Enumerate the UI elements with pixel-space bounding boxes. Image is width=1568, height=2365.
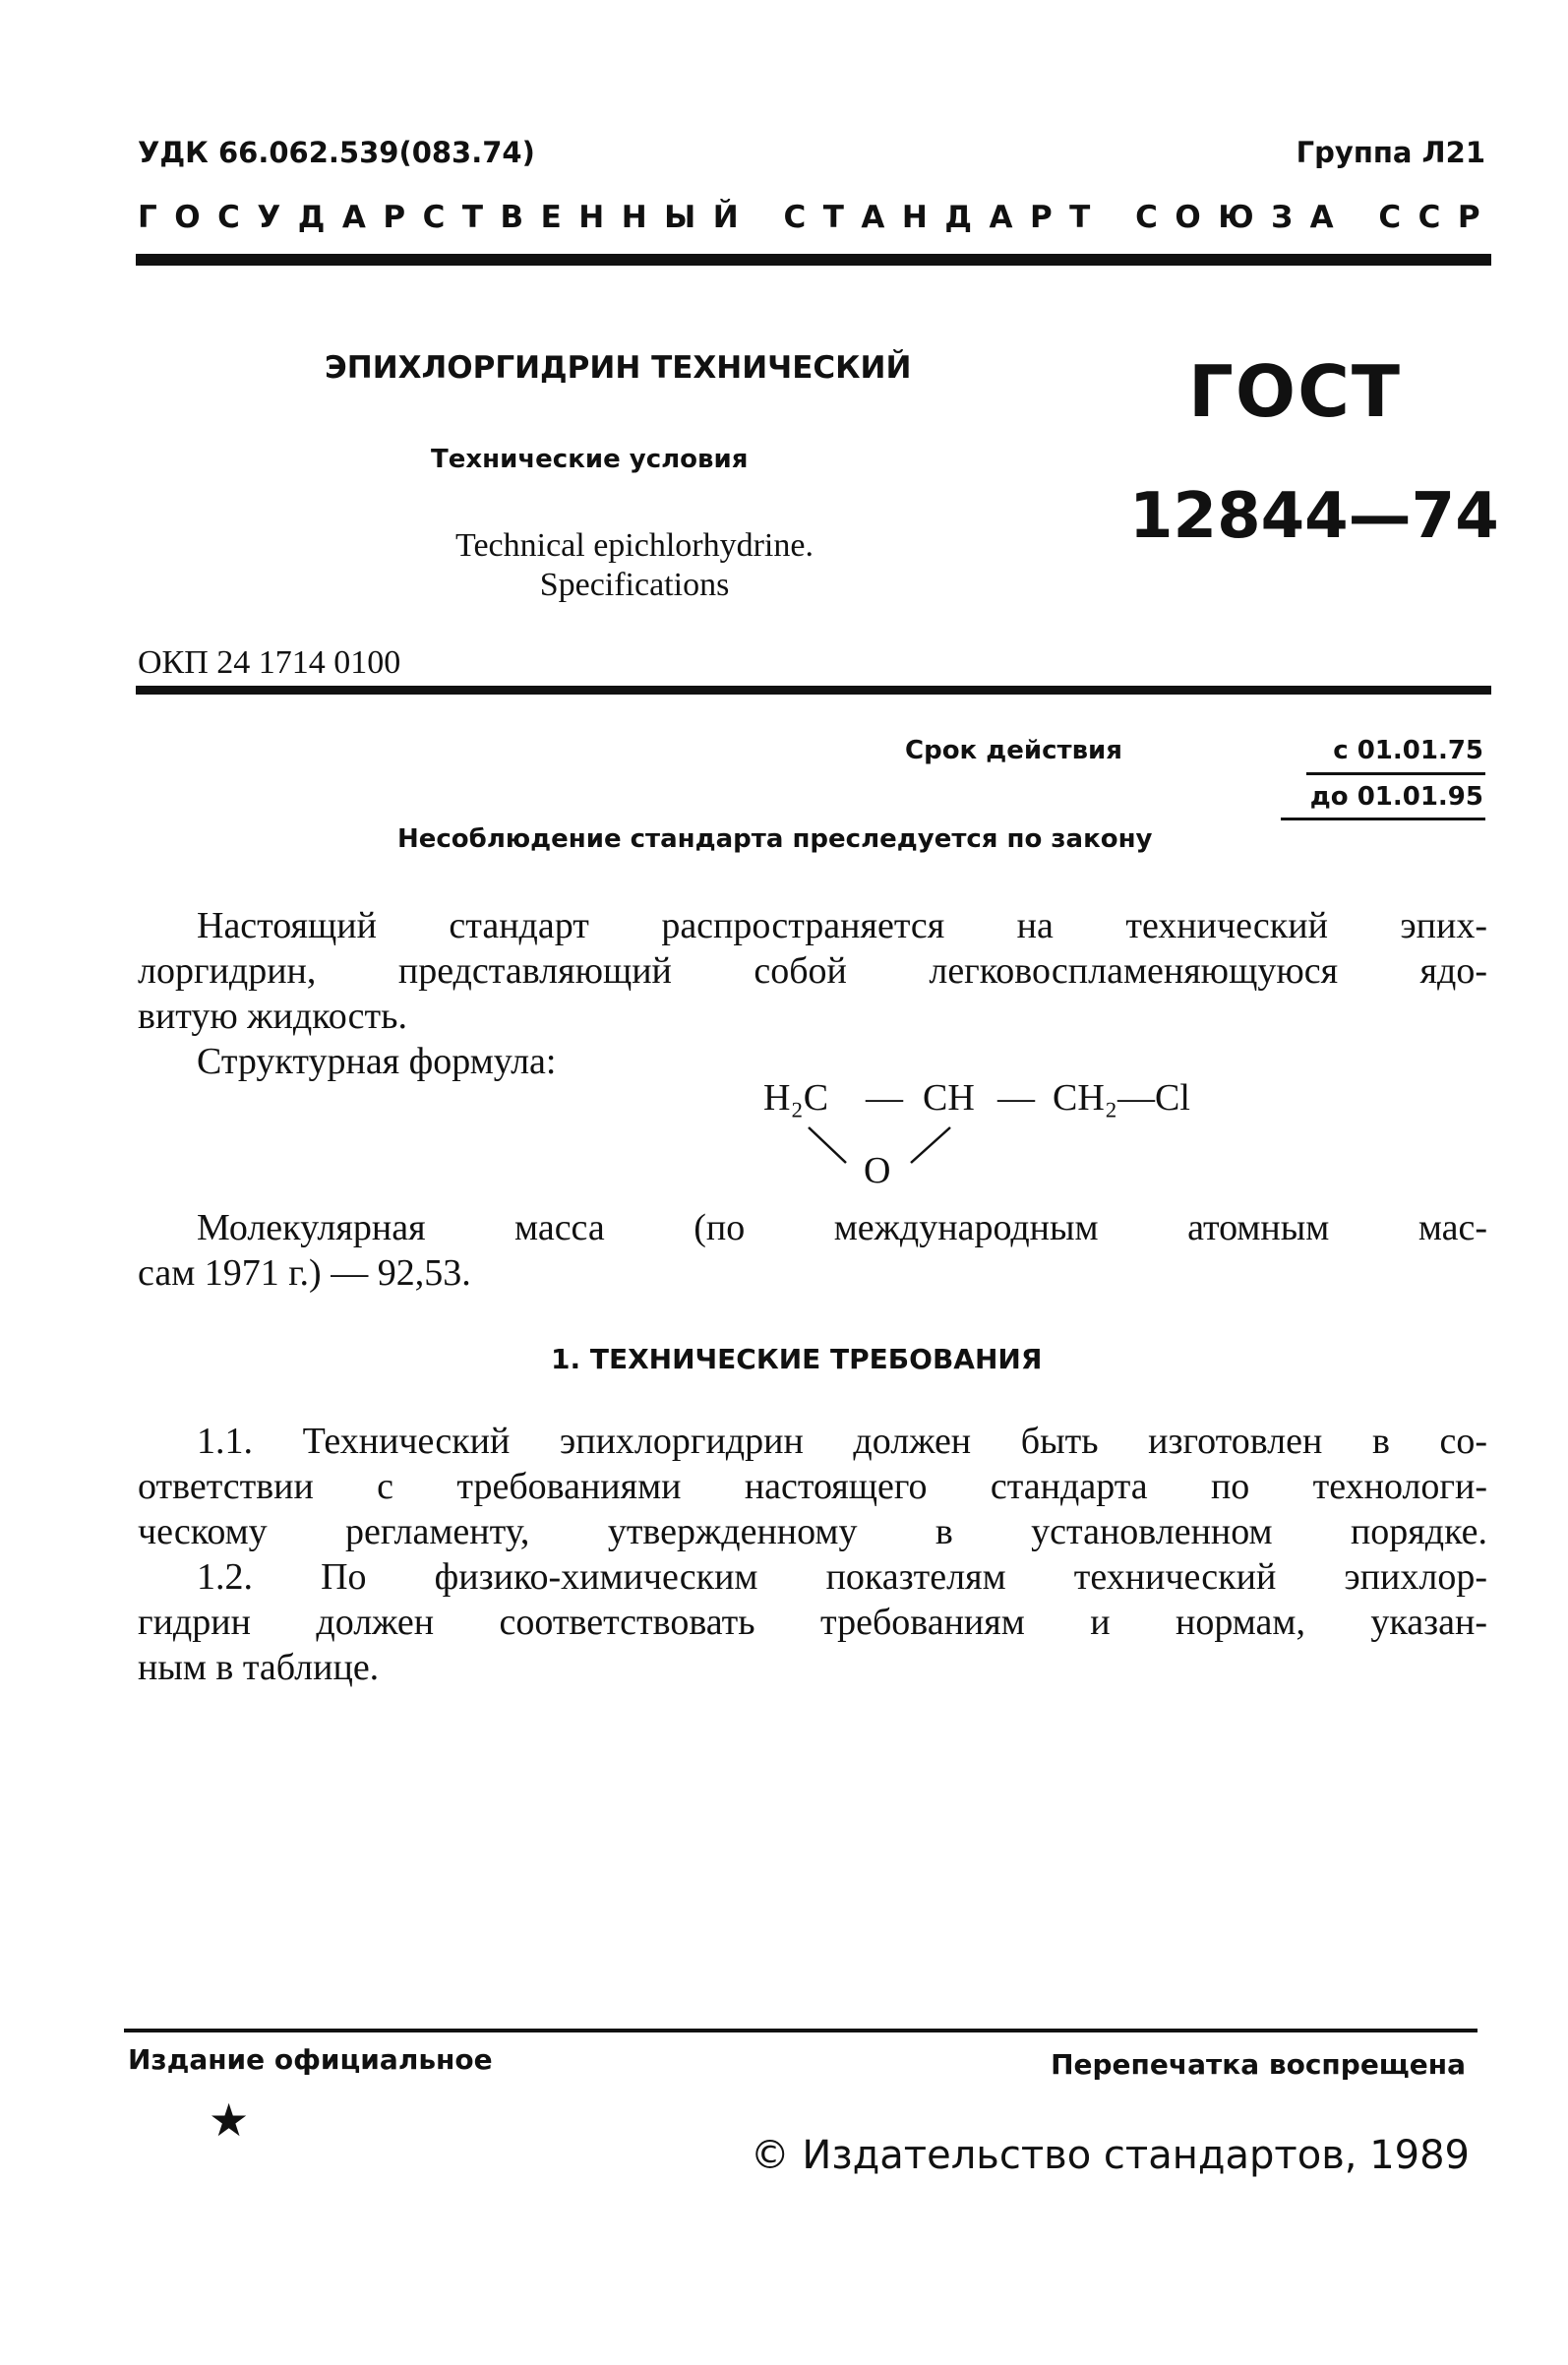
section-heading: 1. ТЕХНИЧЕСКИЕ ТРЕБОВАНИЯ [551, 1343, 1043, 1375]
udk-code: УДК 66.062.539(083.74) [138, 136, 535, 169]
validity-underline [1281, 818, 1485, 820]
formula-dash-2: — [997, 1077, 1035, 1119]
validity-divider [1306, 772, 1485, 775]
formula-dash-1: — [866, 1077, 903, 1119]
formula-h2c: H₂C [763, 1077, 829, 1119]
formula-oxygen: O [864, 1150, 891, 1191]
document-subtitle: Технические условия [431, 445, 749, 474]
bond-left [809, 1127, 846, 1163]
law-notice: Несоблюдение стандарта преследуется по закону [397, 824, 1153, 854]
mass-line-2: сам 1971 г.) — 92,53. [138, 1252, 471, 1294]
formula-ch: CH [923, 1077, 975, 1119]
reprint-notice: Перепечатка воспрещена [1051, 2048, 1466, 2081]
footer-rule [124, 2029, 1478, 2032]
formula-ch2cl: CH₂—Cl [1053, 1077, 1190, 1119]
intro-line-2: лоргидрин, представляющий собой легковоспламеняющуюся ядо- [138, 950, 1487, 992]
okp-code: ОКП 24 1714 0100 [138, 644, 401, 681]
english-title-line1: Technical epichlorhydrine. [455, 527, 814, 564]
star-icon: ★ [209, 2093, 250, 2147]
english-title-line2: Specifications [539, 567, 730, 603]
document-title: ЭПИХЛОРГИДРИН ТЕХНИЧЕСКИЙ [325, 350, 912, 386]
p12-line-3: ным в таблице. [138, 1647, 380, 1688]
state-standard-banner: ГОСУДАРСТВЕННЫЙ СТАНДАРТ СОЮЗА ССР [138, 200, 1498, 235]
bond-right [911, 1127, 950, 1163]
title-rule [136, 686, 1491, 695]
gost-label: ГОСТ [1188, 350, 1403, 433]
p12-line-1: 1.2. По физико-химическим показтелям технический эпихлор- [197, 1556, 1487, 1598]
group-code: Группа Л21 [1296, 136, 1485, 169]
copyright: © Издательство стандартов, 1989 [750, 2133, 1470, 2178]
header-rule [136, 254, 1491, 266]
formula-label: Структурная формула: [197, 1041, 557, 1082]
validity-to: до 01.01.95 [1309, 782, 1483, 812]
validity-from: с 01.01.75 [1333, 736, 1483, 765]
edition-label: Издание официальное [128, 2043, 493, 2076]
gost-number: 12844—74 [1129, 480, 1499, 553]
p12-line-2: гидрин должен соответствовать требованиям и нормам, указан- [138, 1602, 1487, 1643]
intro-line-1: Настоящий стандарт распространяется на технический эпих- [197, 905, 1487, 946]
p11-line-1: 1.1. Технический эпихлоргидрин должен быть изготовлен в со- [197, 1421, 1487, 1462]
english-title [354, 526, 915, 605]
validity-label: Срок действия [905, 736, 1122, 765]
intro-line-3: витую жидкость. [138, 996, 407, 1037]
mass-line-1: Молекулярная масса (по международным атомным мас- [197, 1207, 1487, 1248]
p11-line-2: ответствии с требованиями настоящего стандарта по технологи- [138, 1466, 1487, 1507]
p11-line-3: ческому регламенту, утвержденному в установленном порядке. [138, 1511, 1487, 1552]
